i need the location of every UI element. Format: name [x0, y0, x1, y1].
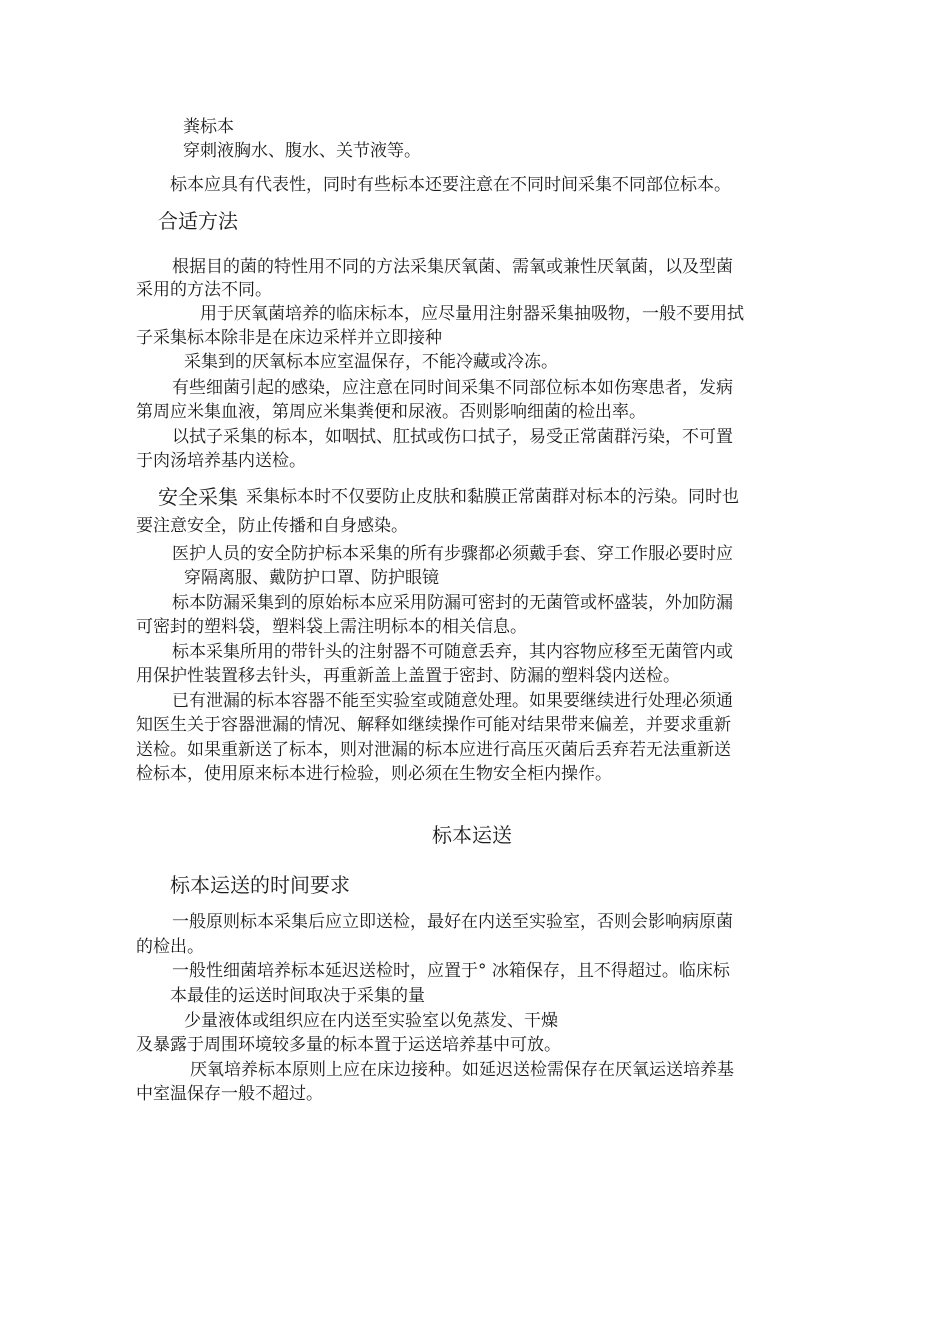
text-line: 的检出。: [136, 937, 204, 957]
text-line: 用保护性装置移去针头，再重新盖上盖置于密封、防漏的塑料袋内送检。: [136, 666, 680, 686]
text-line: 粪标本: [183, 117, 234, 137]
text-line: 有些细菌引起的感染，应注意在同时间采集不同部位标本如伤寒患者，发病: [172, 378, 733, 398]
text-line: 第周应米集血液，第周应米集粪便和尿液。否则影响细菌的检出率。: [136, 402, 646, 422]
text-line: 采集到的厌氧标本应室温保存，不能冷藏或冷冻。: [184, 352, 558, 372]
text-line: 采用的方法不同。: [136, 280, 272, 300]
text-line: 厌氧培养标本原则上应在床边接种。如延迟送检需保存在厌氧运送培养基: [190, 1060, 734, 1080]
section-heading: 标本运送的时间要求: [170, 873, 350, 897]
text-line: 可密封的塑料袋，塑料袋上需注明标本的相关信息。: [136, 617, 527, 637]
text-line: 已有泄漏的标本容器不能至实验室或随意处理。如果要继续进行处理必须通: [172, 691, 733, 711]
text-line: 标本防漏采集到的原始标本应采用防漏可密封的无菌管或杯盛装，外加防漏: [172, 593, 733, 613]
text-line: 少量液体或组织应在内送至实验室以免蒸发、干燥: [184, 1011, 558, 1031]
chapter-heading: 标本运送: [432, 823, 512, 847]
text-line: 子采集标本除非是在床边采样并立即接种: [136, 328, 442, 348]
text-line: 要注意安全，防止传播和自身感染。: [136, 516, 408, 536]
text-line: 穿刺液胸水、腹水、关节液等。: [183, 141, 421, 161]
text-line: 医护人员的安全防护标本采集的所有步骤都必须戴手套、穿工作服必要时应: [172, 544, 733, 564]
text-line: 知医生关于容器泄漏的情况、解释如继续操作可能对结果带来偏差，并要求重新: [136, 715, 731, 735]
text-line: 中室温保存一般不超过。: [136, 1084, 323, 1104]
text-line: 本最佳的运送时间取决于采集的量: [170, 986, 425, 1006]
text-line: 检标本，使用原来标本进行检验，则必须在生物安全柜内操作。: [136, 764, 612, 784]
text-line: 一般原则标本采集后应立即送检，最好在内送至实验室，否则会影响病原菌: [172, 912, 733, 932]
text-line: 根据目的菌的特性用不同的方法采集厌氧菌、需氧或兼性厌氧菌，以及型菌: [172, 257, 733, 277]
text-line: 标本采集所用的带针头的注射器不可随意丢弃，其内容物应移至无菌管内或: [172, 642, 733, 662]
text-line: 用于厌氧菌培养的临床标本，应尽量用注射器采集抽吸物，一般不要用拭: [200, 304, 744, 324]
text-line: 标本应具有代表性，同时有些标本还要注意在不同时间采集不同部位标本。: [170, 175, 731, 195]
text-line: 于肉汤培养基内送检。: [136, 451, 306, 471]
text-line: 一般性细菌培养标本延迟送检时，应置于° 冰箱保存，且不得超过。临床标: [172, 961, 730, 981]
text-line: 穿隔离服、戴防护口罩、防护眼镜: [184, 568, 439, 588]
text-line: 采集标本时不仅要防止皮肤和黏膜正常菌群对标本的污染。同时也: [246, 487, 739, 507]
section-heading: 合适方法: [158, 209, 238, 233]
text-line: 及暴露于周围环境较多量的标本置于运送培养基中可放。: [136, 1035, 561, 1055]
section-heading: 安全采集: [158, 485, 238, 509]
text-line: 送检。如果重新送了标本，则对泄漏的标本应进行高压灭菌后丢弃若无法重新送: [136, 740, 731, 760]
text-line: 以拭子采集的标本，如咽拭、肛拭或伤口拭子，易受正常菌群污染，不可置: [172, 427, 733, 447]
